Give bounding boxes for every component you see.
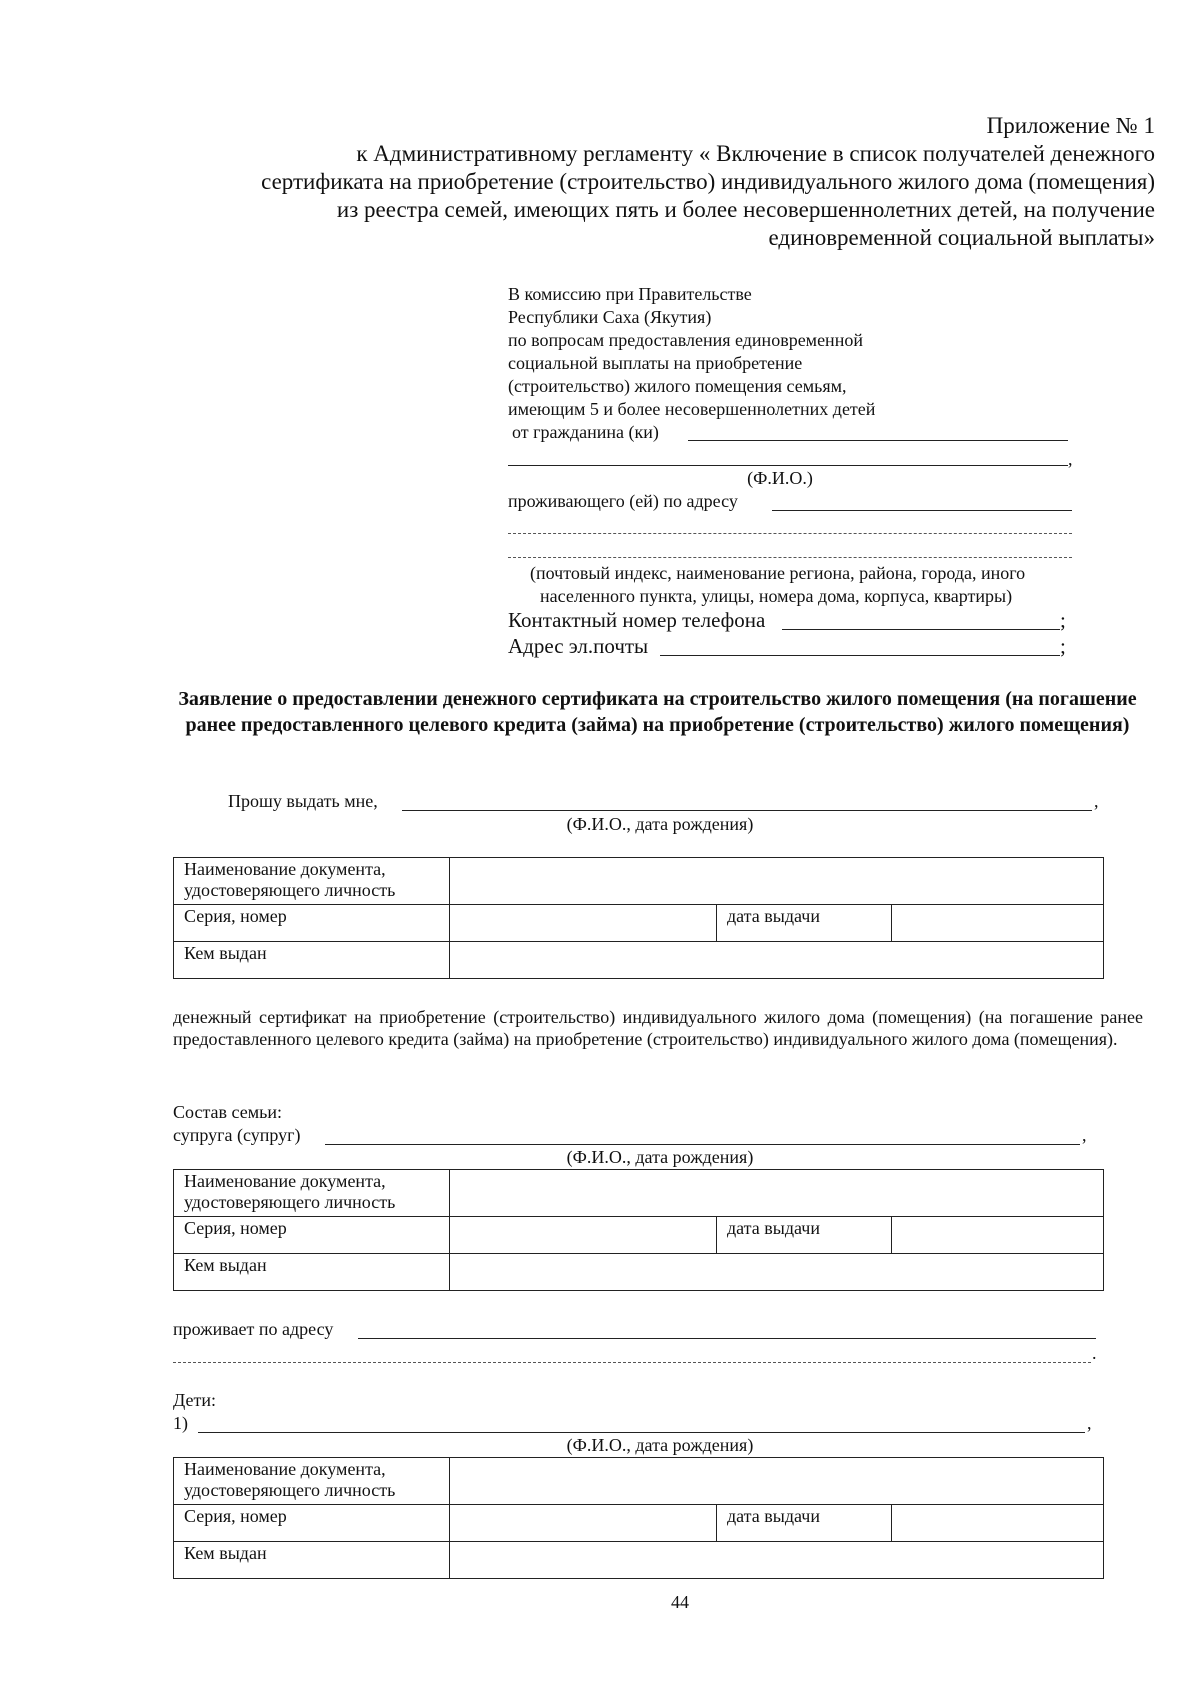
series-value[interactable] [450,1217,717,1254]
period: . [1092,1343,1097,1363]
spouse-id-table [173,1169,1104,1291]
address-caption: населенного пункта, улицы, номера дома, корпуса, квартиры) [540,586,1013,606]
fio-dob-caption: (Ф.И.О., дата рождения) [566,1147,754,1167]
comma: , [1068,449,1073,469]
fio-caption: (Ф.И.О.) [747,468,813,488]
doc-name-label: Наименование документа, удостоверяющего личность [174,858,450,905]
id-document-table [173,857,1104,979]
appendix-title: Приложение № 1 [986,113,1155,138]
residing-label: проживающего (ей) по адресу [508,491,738,511]
semicolon: ; [1060,608,1066,632]
address-caption: (почтовый индекс, наименование региона, района, города, иного [530,563,1026,583]
children-heading: Дети: [173,1390,216,1410]
issued-by-value[interactable] [450,1542,1104,1579]
header-line: к Административному регламенту « Включение в список получателей денежного [356,141,1155,166]
semicolon: ; [1060,634,1066,658]
addressee-line: социальной выплаты на приобретение [508,353,803,373]
family-heading: Состав семьи: [173,1102,282,1122]
issued-by-value[interactable] [450,1254,1104,1291]
applicant-field[interactable] [402,810,1092,811]
resides-field[interactable] [358,1338,1096,1339]
page-number: 44 [671,1592,689,1612]
issue-date-value[interactable] [892,905,1104,942]
request-label: Прошу выдать мне, [228,791,378,811]
header-line: из реестра семей, имеющих пять и более несовершеннолетних детей, на получение [336,197,1155,222]
issue-date-value[interactable] [892,1217,1104,1254]
resides-label: проживает по адресу [173,1319,334,1339]
comma: , [1082,1125,1087,1145]
series-label: Серия, номер [174,1217,450,1254]
header-line: сертификата на приобретение (строительство) индивидуального жилого дома (помещения) [261,169,1155,194]
document-title: Заявление о предоставлении денежного сертификата на строительство жилого помещения (на погашение ранее предоставленного целевого кредита (займа) на приобретение (строительство) жилого помещения) [178,688,1137,736]
issue-date-value[interactable] [892,1505,1104,1542]
fio-dob-caption: (Ф.И.О., дата рождения) [566,814,754,834]
child-id-table [173,1457,1104,1579]
email-label: Адрес эл.почты [508,634,649,658]
child-item-number: 1) [173,1413,188,1433]
issued-by-value[interactable] [450,942,1104,979]
addressee-line: Республики Саха (Якутия) [508,307,712,327]
series-label: Серия, номер [174,905,450,942]
fio-dob-caption: (Ф.И.О., дата рождения) [566,1435,754,1455]
child-field[interactable] [198,1432,1085,1433]
address-field-line[interactable] [508,533,1072,534]
series-value[interactable] [450,905,717,942]
issued-by-label: Кем выдан [174,1254,450,1291]
certificate-text: денежный сертификат на приобретение (строительство) индивидуального жилого дома (помещения) (на погашение ранее предоставленного целевого кредита (займа) на приобретение (строительство) индивидуального жилого дома (помещения). [173,1007,1143,1049]
series-value[interactable] [450,1505,717,1542]
address-field-line[interactable] [508,557,1072,558]
from-citizen-label: от гражданина (ки) [512,422,659,442]
doc-name-value[interactable] [450,1170,1104,1217]
email-field[interactable] [660,655,1060,656]
phone-field[interactable] [782,629,1060,630]
comma: , [1094,791,1099,811]
issue-date-label: дата выдачи [717,1217,892,1254]
addressee-line: по вопросам предоставления единовременной [508,330,863,350]
addressee-line: имеющим 5 и более несовершеннолетних детей [508,399,876,419]
doc-name-value[interactable] [450,1458,1104,1505]
header-line: единовременной социальной выплаты» [768,225,1155,250]
comma: , [1087,1413,1092,1433]
spouse-field[interactable] [325,1144,1080,1145]
doc-name-label: Наименование документа, удостоверяющего личность [174,1170,450,1217]
series-label: Серия, номер [174,1505,450,1542]
addressee-line: В комиссию при Правительстве [508,284,752,304]
issued-by-label: Кем выдан [174,942,450,979]
issue-date-label: дата выдачи [717,905,892,942]
from-citizen-field[interactable] [688,440,1068,441]
doc-name-label: Наименование документа, удостоверяющего личность [174,1458,450,1505]
issued-by-label: Кем выдан [174,1542,450,1579]
phone-label: Контактный номер телефона [508,608,766,632]
resides-field-2[interactable] [173,1362,1091,1363]
doc-name-value[interactable] [450,858,1104,905]
addressee-line: (строительство) жилого помещения семьям, [508,376,847,396]
residing-address-field[interactable] [772,510,1072,511]
issue-date-label: дата выдачи [717,1505,892,1542]
from-citizen-field-2[interactable] [508,465,1068,466]
spouse-label: супруга (супруг) [173,1125,301,1145]
